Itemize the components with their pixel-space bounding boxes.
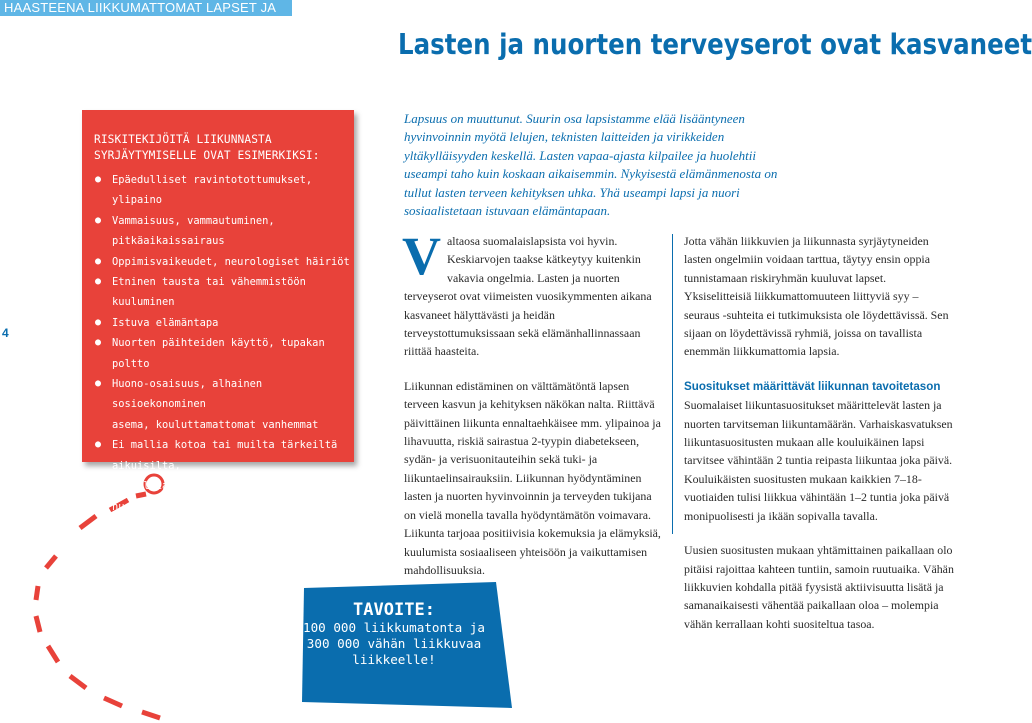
- risk-factors-list: [94, 170, 356, 558]
- list-item: ● Nuorten päihteiden käyttö, tupakan poltto: [95, 337, 325, 370]
- paragraph: Valtaosa suomalaislapsista voi hyvin. Keskiarvojen taakse kätkeytyy kuitenkin vakavia ongelmia. Lasten ja nuorten terveyserot ovat viimeisten vuosikymmenten aikana kasvaneet hälyttävästi ja heidän terveystottumuksissaan sekä elämänhallinnassaan riittää haasteita.: [402, 226, 652, 359]
- subheading: Suositukset määrittävät liikunnan tavoitetason: [684, 379, 941, 393]
- drop-cap: V: [402, 226, 441, 286]
- list-item: ● Puutteelliset liikuntapaikat: [95, 541, 288, 554]
- risk-title-line-1: RISKITEKIJÖITÄ LIIKUNNASTA: [94, 133, 272, 146]
- route-dash: [46, 556, 56, 568]
- goal-text: [300, 602, 488, 668]
- risk-factors-box: [82, 110, 354, 554]
- paragraph: Liikunnan edistäminen on välttämätöntä lapsen terveen kasvun ja kehityksen näkökan nalta. Riittävä päivittäinen liikunta ennaltaehkäisee mm. ylipainoa ja lihavuutta, riskiä sairastua 2-tyypin diabetekseen, sydän- ja verisuonitauteihin sekä tuki- ja liikuntaelinsairauksiin. Liikunnan hyödyntäminen lasten ja nuorten hyvinvoinnin ja terveyden tukijana on vielä monella tavalla hyödyntämätön voimavara. Liikunta tarjoaa positiivisia kokemuksia ja elämyksiä, kuulumista sosiaaliseen yhteisöön ja vaikuttamisen mahdollisuuksia.: [404, 378, 661, 577]
- route-dash: [36, 616, 40, 632]
- paragraph: Jotta vähän liikkuvien ja liikunnasta syrjäytyneiden lasten ongelmiin voidaan tarttua, täytyy ensin oppia tunnistamaan riskiryhmän kuuluvat lapset. Yksiselitteisiä liikkumattomuuteen liittyviä syy – seuraus -suhteita ei tutkimuksista ole löydettävissä. Sen sijaan on löydettävissä ryhmiä, joissa on tavallista enemmän liikkumattomia lapsia.: [684, 234, 949, 359]
- goal-title: TAVOITE:: [353, 600, 435, 620]
- goal-line-2: 300 000 vähän liikkuvaa: [306, 636, 482, 651]
- paragraph: Suositukset määrittävät liikunnan tavoitetason Suomalaiset liikuntasuositukset määrittelevät lasten ja nuorten tarvitseman liikuntamäärän. Varhaiskasvatuksen liikuntasuositusten mukaan alle kouluikäinen lapsi tarvitsee vähintään 2 tuntia reipasta liikuntaa joka päivä. Kouluikäisten suositusten mukaan kaikkien 7–18-vuotiaiden tulisi liikkua vähintään 1–2 tuntia joka päivä monipuolisesti ja ikään sopivalla tavalla.: [684, 379, 953, 523]
- list-item: ● Etninen tausta tai vähemmistöön kuuluminen: [95, 276, 306, 309]
- route-dash: [48, 646, 58, 662]
- route-dash: [36, 586, 38, 600]
- paragraph: Uusien suositusten mukaan yhtämittainen paikallaan olo pitäisi rajoittaa kahteen tuntiin, samoin ruutuaika. Vähän liikkuvien kohdalla pitää fyysistä aktiivisuutta lisätä ja samanaikaisesti vähentää paikallaan oloa – molempia vähän kerrallaan kohti suositeltua tasoa.: [684, 543, 954, 631]
- section-label: HAASTEENA LIIKKUMATTOMAT LAPSET JA NUORET: [0, 0, 292, 16]
- route-dash: [142, 712, 160, 718]
- route-dash: [70, 676, 86, 688]
- list-item: ● Istuva elämäntapa: [95, 316, 219, 329]
- list-item: ● Oppimisvaikeudet, neurologiset häiriöt: [95, 255, 350, 268]
- intro-paragraph: Lapsuus on muuttunut. Suurin osa lapsistamme elää lisääntyneen hyvinvoinnin myötä lelujen, teknisten laitteiden ja virikkeiden yltäkylläisyyden keskellä. Lasten vapaa-ajasta kilpailee ja huolehtii useampi taho kuin koskaan aikaisemmin. Nykyisestä elämänmenosta on tullut lasten terveen kehityksen uhka. Yhä useampi lapsi ja nuori sosiaalistetaan istuvaan elämäntapaan.: [404, 111, 778, 219]
- list-item: ● Vammaisuus, vammautuminen, pitkäaikaissairaus: [95, 214, 275, 248]
- list-item: ● Huono-osaisuus, alhainen sosioekonominen asema, kouluttamattomat vanhemmat: [95, 378, 319, 431]
- list-item: ● Epäedulliset ravintotottumukset, ylipaino: [95, 174, 313, 207]
- goal-line-3: liikkeelle!: [352, 652, 436, 667]
- list-item: ● Ei mallia kotoa tai muilta tärkeiltä aikuisilta, ei mallia toisilta lapsilta tai nuorilta: [95, 439, 338, 513]
- risk-title-line-2: SYRJÄYTYMISELLE OVAT ESIMERKIKSI:: [94, 149, 320, 162]
- text-column-middle: [402, 226, 666, 595]
- page-title: Lasten ja nuorten terveyserot ovat kasvaneet: [398, 28, 1032, 61]
- column-divider: [672, 234, 673, 534]
- page-number: 4: [2, 326, 9, 340]
- list-item: ● Syrjäseudulla asuminen: [95, 520, 250, 533]
- goal-line-1: 100 000 liikkumatonta ja: [303, 620, 485, 635]
- route-dash: [104, 698, 122, 706]
- risk-factors-title: [94, 132, 354, 164]
- text-column-right: [684, 232, 954, 649]
